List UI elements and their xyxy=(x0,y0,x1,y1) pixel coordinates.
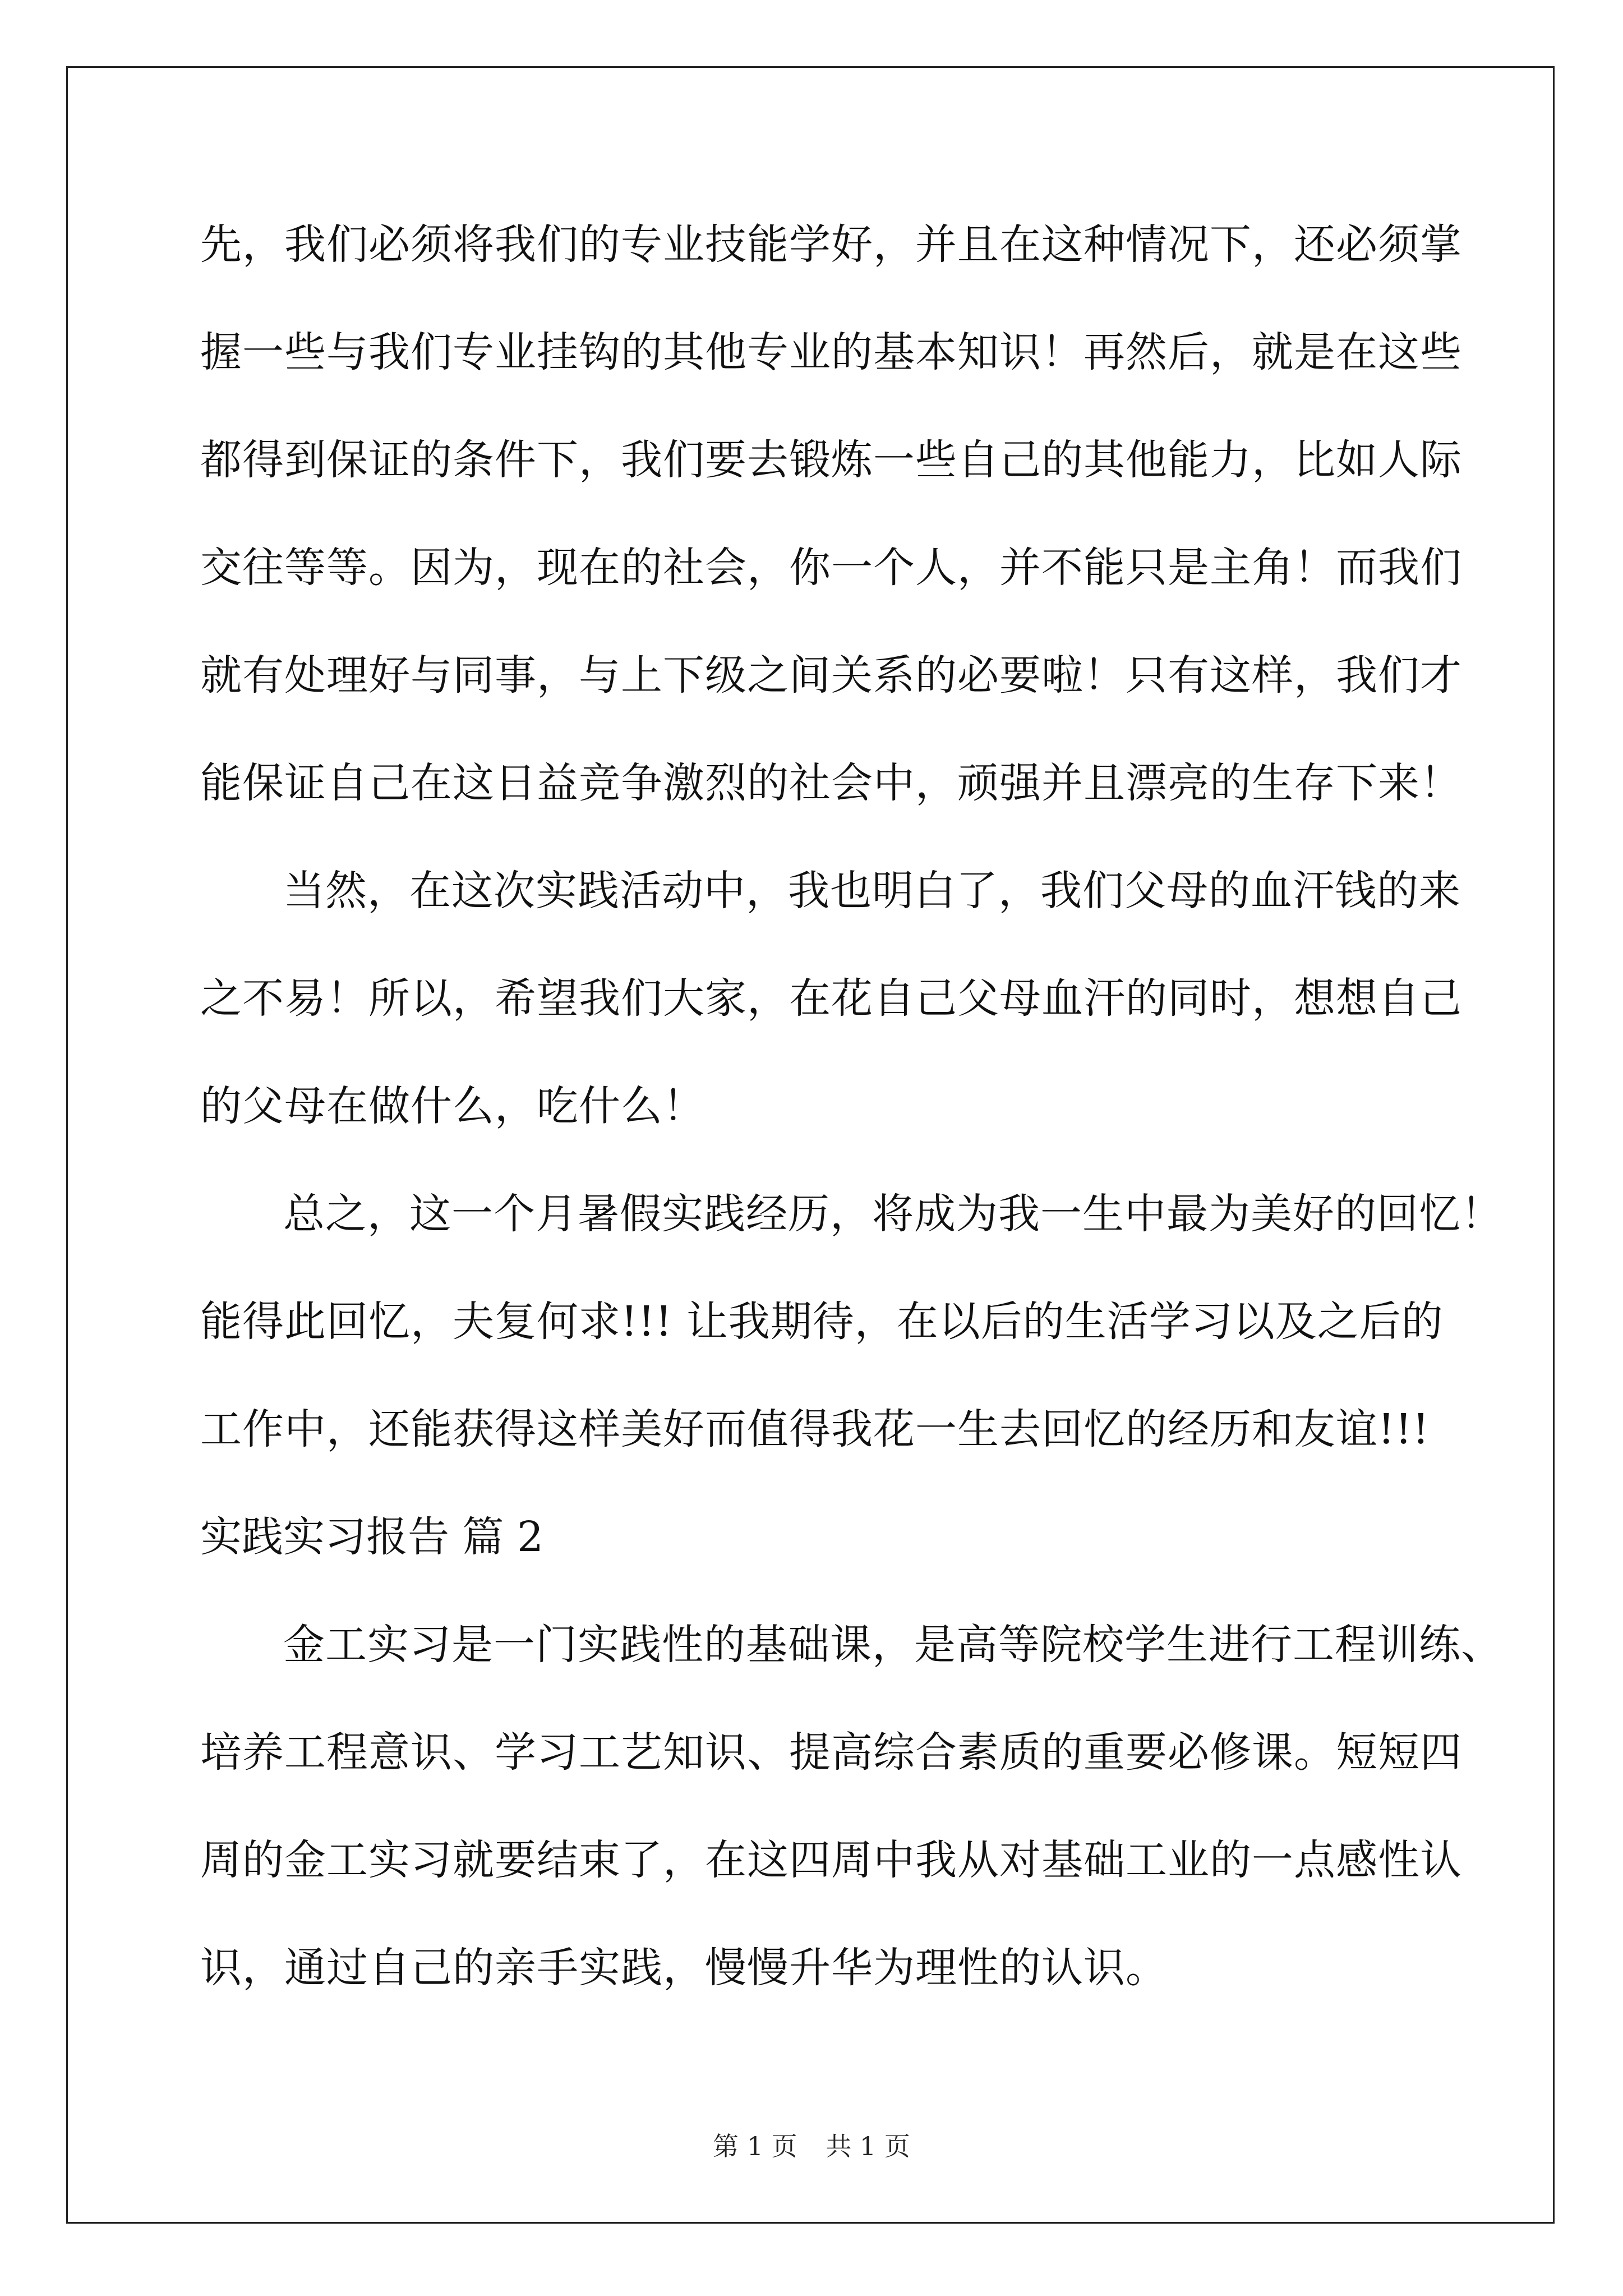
text-line: 能得此回忆，夫复何求!!! 让我期待，在以后的生活学习以及之后的 xyxy=(200,1297,1444,1346)
text-line: 金工实习是一门实践性的基础课，是高等院校学生进行工程训练、 xyxy=(283,1621,1503,1669)
text-line: 周的金工实习就要结束了，在这四周中我从对基础工业的一点感性认 xyxy=(200,1836,1462,1884)
text-line: 交往等等。因为，现在的社会，你一个人，并不能只是主角！而我们 xyxy=(200,544,1462,592)
text-line: 识，通过自己的亲手实践，慢慢升华为理性的认识。 xyxy=(200,1944,1168,1992)
text-line: 工作中，还能获得这样美好而值得我花一生去回忆的经历和友谊!!! xyxy=(200,1405,1430,1453)
text-line: 总之，这一个月暑假实践经历，将成为我一生中最为美好的回忆！ xyxy=(283,1190,1503,1238)
text-line: 握一些与我们专业挂钩的其他专业的基本知识！再然后，就是在这些 xyxy=(200,328,1462,376)
section-heading: 实践实习报告 篇 2 xyxy=(200,1513,544,1561)
text-line: 当然，在这次实践活动中，我也明白了，我们父母的血汗钱的来 xyxy=(283,867,1461,915)
text-line: 就有处理好与同事，与上下级之间关系的必要啦！只有这样，我们才 xyxy=(200,651,1462,700)
text-line: 的父母在做什么，吃什么！ xyxy=(200,1082,705,1130)
page-number: 第 1 页 xyxy=(713,2131,797,2161)
page-footer xyxy=(0,2126,1623,2163)
text-line: 培养工程意识、学习工艺知识、提高综合素质的重要必修课。短短四 xyxy=(200,1728,1462,1777)
text-line: 先，我们必须将我们的专业技能学好，并且在这种情况下，还必须掌 xyxy=(200,220,1462,269)
text-line: 能保证自己在这日益竞争激烈的社会中，顽强并且漂亮的生存下来！ xyxy=(200,759,1462,807)
text-line: 之不易！所以，希望我们大家，在花自己父母血汗的同时，想想自己 xyxy=(200,974,1462,1023)
page-total: 共 1 页 xyxy=(826,2131,910,2161)
document-body xyxy=(200,191,1503,2022)
text-line: 都得到保证的条件下，我们要去锻炼一些自己的其他能力，比如人际 xyxy=(200,436,1462,484)
